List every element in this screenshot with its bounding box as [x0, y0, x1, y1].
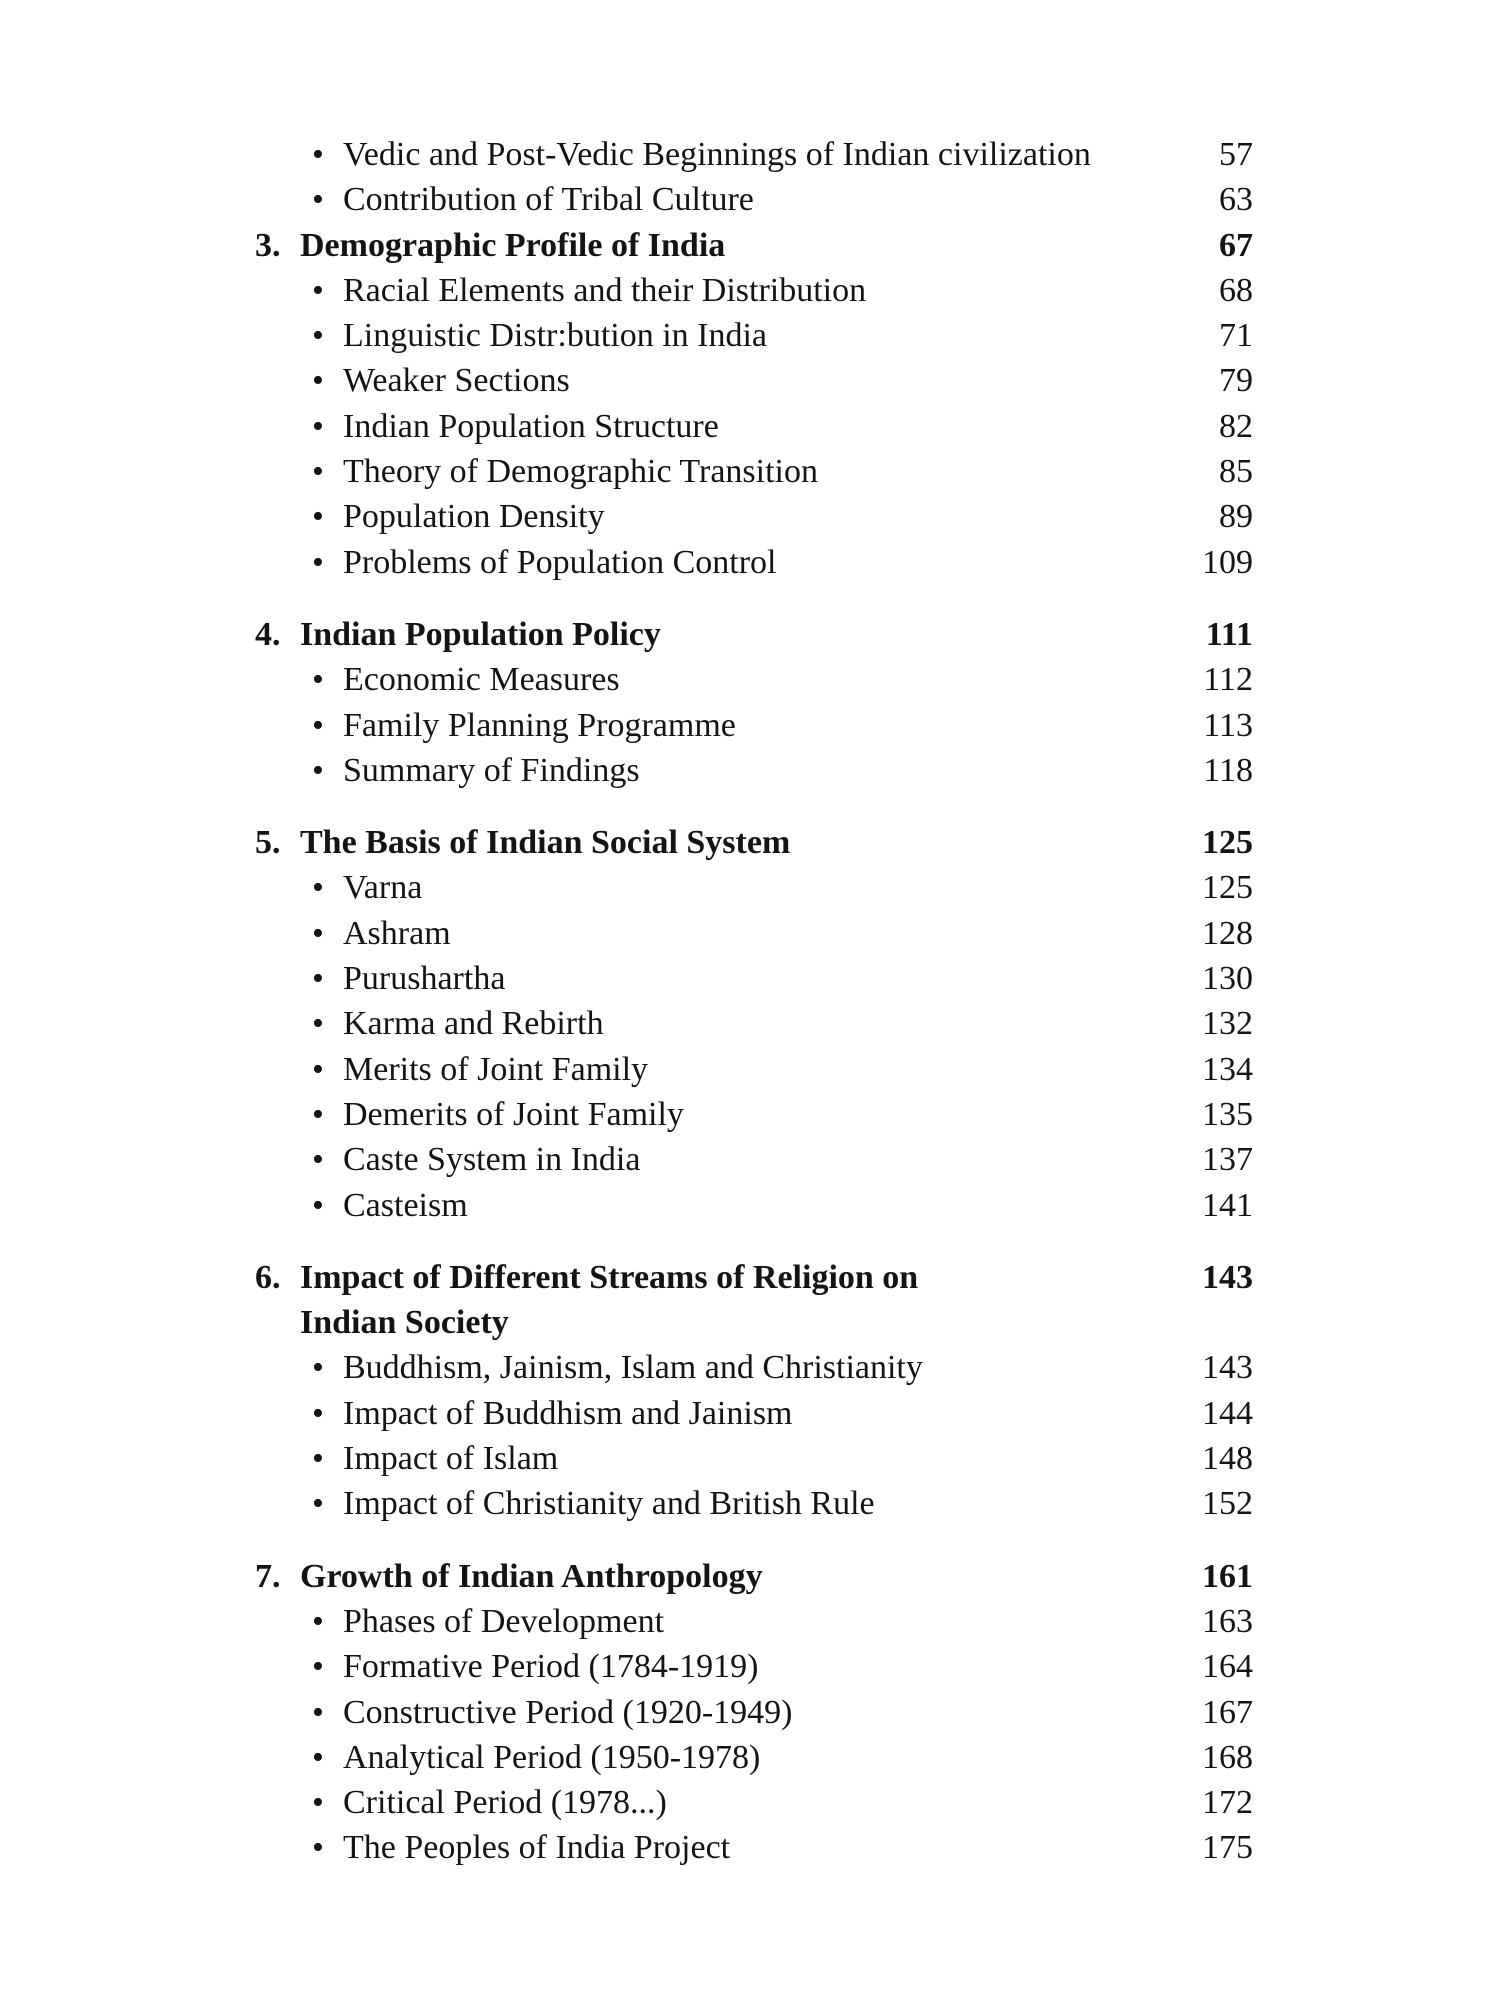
toc-item — [255, 449, 1253, 494]
toc-item — [255, 1047, 1253, 1092]
bullet-icon: • — [312, 136, 324, 173]
bullet-icon: • — [312, 498, 324, 536]
bullet-icon: • — [312, 543, 324, 581]
toc-item — [255, 358, 1253, 403]
toc-item-title: Vedic and Post-Vedic Beginnings of Indian civilization — [343, 136, 1091, 173]
page-number: 112 — [1203, 661, 1253, 699]
bullet-icon: • — [312, 362, 324, 400]
bullet-icon: • — [312, 1784, 324, 1822]
toc-item — [255, 1780, 1253, 1825]
page-number: 167 — [1202, 1693, 1253, 1731]
bullet-icon: • — [312, 453, 324, 491]
page-number: 143 — [1202, 1258, 1253, 1296]
page-number: 125 — [1202, 869, 1253, 907]
chapter-number: 3. — [255, 226, 281, 264]
bullet-icon: • — [312, 706, 324, 744]
toc-item-title: Family Planning Programme — [343, 706, 736, 744]
chapter-title: Growth of Indian Anthropology — [300, 1557, 763, 1595]
bullet-icon: • — [312, 1829, 324, 1867]
bullet-icon: • — [312, 1440, 324, 1478]
table-of-contents — [255, 132, 1253, 1871]
chapter-heading — [255, 223, 1253, 268]
toc-item — [255, 956, 1253, 1001]
toc-item — [255, 268, 1253, 313]
chapter-heading — [255, 1554, 1253, 1599]
chapter-number: 7. — [255, 1557, 281, 1595]
toc-item — [255, 1690, 1253, 1735]
chapter-title: The Basis of Indian Social System — [300, 824, 791, 862]
toc-item — [255, 1092, 1253, 1137]
bullet-icon: • — [312, 1186, 324, 1224]
toc-item-title: Impact of Buddhism and Jainism — [343, 1394, 793, 1432]
page-number: 67 — [1219, 226, 1253, 264]
toc-item-title: Summary of Findings — [343, 751, 640, 789]
toc-item-title: Ashram — [343, 914, 451, 952]
page-number: 85 — [1219, 453, 1253, 491]
toc-item-title: Impact of Christianity and British Rule — [343, 1485, 875, 1523]
toc-item — [255, 911, 1253, 956]
page-number: 63 — [1219, 181, 1253, 219]
toc-item-title: The Peoples of India Project — [343, 1829, 731, 1867]
page-number: 113 — [1203, 706, 1253, 744]
chapter-heading — [255, 612, 1253, 657]
toc-item — [255, 1825, 1253, 1870]
toc-item — [255, 865, 1253, 910]
bullet-icon: • — [312, 317, 324, 355]
page-number: 79 — [1219, 362, 1253, 400]
toc-item — [255, 657, 1253, 702]
toc-item — [255, 1599, 1253, 1644]
toc-item-title: Impact of Islam — [343, 1440, 559, 1478]
chapter-title: Demographic Profile of India — [300, 226, 726, 264]
toc-item — [255, 1436, 1253, 1481]
toc-item-title: Karma and Rebirth — [343, 1005, 604, 1043]
toc-item-title: Phases of Development — [343, 1602, 665, 1640]
toc-item — [255, 1001, 1253, 1046]
toc-item-title: Constructive Period (1920-1949) — [343, 1693, 793, 1731]
chapter-title: Indian Population Policy — [300, 615, 661, 653]
page-number: 141 — [1202, 1186, 1253, 1224]
toc-item — [255, 1391, 1253, 1436]
toc-item-title: Demerits of Joint Family — [343, 1095, 684, 1133]
page-number: 143 — [1202, 1349, 1253, 1387]
page-number: 175 — [1202, 1829, 1253, 1867]
page-number: 111 — [1205, 615, 1253, 653]
toc-item-title: Contribution of Tribal Culture — [343, 181, 754, 219]
bullet-icon: • — [312, 1648, 324, 1686]
toc-item-title: Population Density — [343, 498, 605, 536]
bullet-icon: • — [312, 960, 324, 998]
toc-item-title: Analytical Period (1950-1978) — [343, 1738, 761, 1776]
page-number: 134 — [1202, 1050, 1253, 1088]
page-number: 118 — [1203, 751, 1253, 789]
toc-item — [255, 313, 1253, 358]
toc-item-title: Weaker Sections — [343, 362, 570, 400]
bullet-icon: • — [312, 869, 324, 907]
chapter-number: 6. — [255, 1258, 281, 1296]
page-number: 130 — [1202, 960, 1253, 998]
toc-item-title: Caste System in India — [343, 1141, 641, 1179]
toc-item-title: Problems of Population Control — [343, 543, 777, 581]
bullet-icon: • — [312, 1693, 324, 1731]
page-number: 109 — [1202, 543, 1253, 581]
bullet-icon: • — [312, 1738, 324, 1776]
page-number: 125 — [1202, 824, 1253, 862]
toc-item-title: Formative Period (1784-1919) — [343, 1648, 759, 1686]
bullet-icon: • — [312, 1050, 324, 1088]
toc-item — [255, 494, 1253, 539]
bullet-icon: • — [312, 661, 324, 699]
page-number: 172 — [1202, 1784, 1253, 1822]
page-number: 137 — [1202, 1141, 1253, 1179]
bullet-icon: • — [312, 751, 324, 789]
bullet-icon: • — [312, 1005, 324, 1043]
page-number: 152 — [1202, 1485, 1253, 1523]
chapter-heading — [255, 820, 1253, 865]
toc-item — [255, 1481, 1253, 1526]
toc-item-title: Theory of Demographic Transition — [343, 453, 818, 491]
chapter-heading — [255, 1255, 1253, 1300]
page-number: 68 — [1219, 271, 1253, 309]
toc-item-title: Casteism — [343, 1186, 468, 1224]
bullet-icon: • — [312, 1141, 324, 1179]
page-number: 164 — [1202, 1648, 1253, 1686]
page-number: 144 — [1202, 1394, 1253, 1432]
toc-item-title: Merits of Joint Family — [343, 1050, 649, 1088]
page-number: 132 — [1202, 1005, 1253, 1043]
toc-item — [255, 1183, 1253, 1228]
bullet-icon: • — [312, 914, 324, 952]
toc-item-title: Buddhism, Jainism, Islam and Christianity — [343, 1349, 923, 1387]
toc-item — [255, 132, 1253, 177]
toc-item — [255, 1644, 1253, 1689]
bullet-icon: • — [312, 407, 324, 445]
bullet-icon: • — [312, 181, 324, 219]
toc-item-title: Economic Measures — [343, 661, 620, 699]
page-number: 161 — [1202, 1557, 1253, 1595]
toc-item — [255, 177, 1253, 222]
bullet-icon: • — [312, 1394, 324, 1432]
page-number: 57 — [1219, 136, 1253, 173]
toc-item-title: Linguistic Distr:bution in India — [343, 317, 768, 355]
page-number: 71 — [1219, 317, 1253, 355]
toc-item — [255, 703, 1253, 748]
toc-item-title: Varna — [343, 869, 423, 907]
page-number: 135 — [1202, 1095, 1253, 1133]
toc-item — [255, 404, 1253, 449]
toc-item — [255, 748, 1253, 793]
toc-item-title: Indian Population Structure — [343, 407, 719, 445]
page-number: 163 — [1202, 1602, 1253, 1640]
page-number: 89 — [1219, 498, 1253, 536]
chapter-number: 5. — [255, 824, 281, 862]
page-number: 168 — [1202, 1738, 1253, 1776]
page-number: 128 — [1202, 914, 1253, 952]
toc-item — [255, 1735, 1253, 1780]
bullet-icon: • — [312, 1485, 324, 1523]
bullet-icon: • — [312, 271, 324, 309]
toc-item — [255, 1345, 1253, 1390]
chapter-title: Impact of Different Streams of Religion on — [300, 1258, 919, 1296]
page-number: 82 — [1219, 407, 1253, 445]
bullet-icon: • — [312, 1349, 324, 1387]
bullet-icon: • — [312, 1095, 324, 1133]
toc-item — [255, 540, 1253, 585]
chapter-title: Indian Society — [300, 1304, 509, 1342]
toc-item-title: Critical Period (1978...) — [343, 1784, 667, 1822]
toc-item — [255, 1137, 1253, 1182]
toc-item-title: Purushartha — [343, 960, 506, 998]
page-number: 148 — [1202, 1440, 1253, 1478]
chapter-heading-continuation — [255, 1300, 1253, 1345]
chapter-number: 4. — [255, 615, 281, 653]
bullet-icon: • — [312, 1602, 324, 1640]
toc-item-title: Racial Elements and their Distribution — [343, 271, 867, 309]
